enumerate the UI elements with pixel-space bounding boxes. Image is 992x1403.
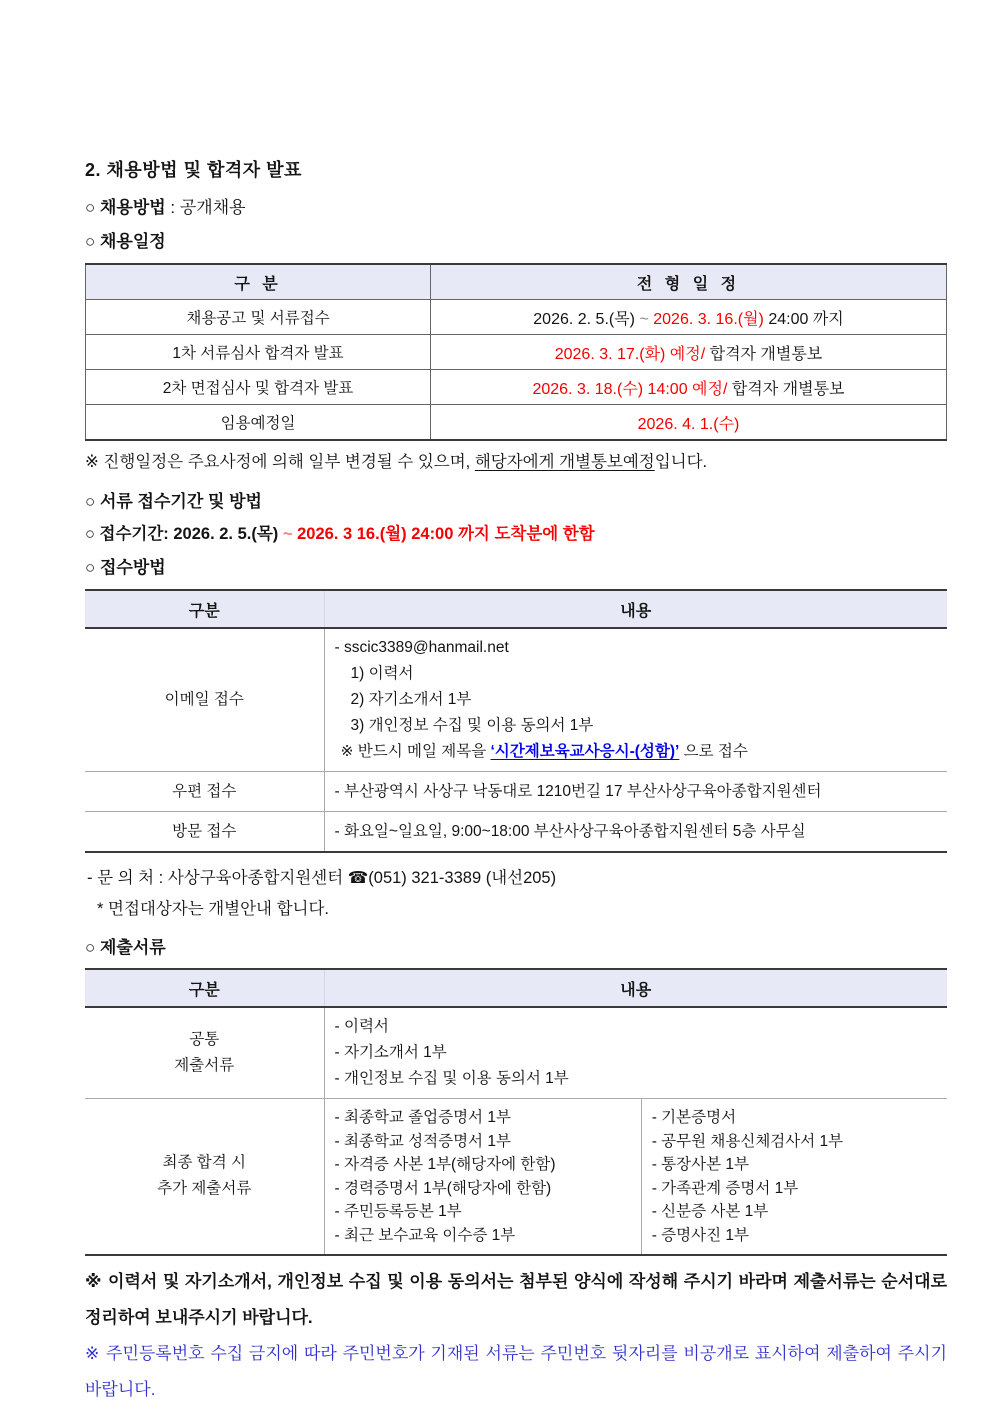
list-item: - 최종학교 성적증명서 1부 bbox=[334, 1132, 511, 1150]
date-text: 합격자 개별통보 bbox=[705, 345, 823, 363]
date-red-text: 2026. 3. 16.(월) bbox=[653, 310, 764, 328]
date-red-text: 2026. 3. 17.(화) 예정/ bbox=[554, 345, 706, 363]
schedule-row4-label: 임용예정일 bbox=[86, 405, 431, 441]
footnote-format: ※ 이력서 및 자기소개서, 개인정보 수집 및 이용 동의서는 첨부된 양식에 작성해 주시기 바라며 제출서류는 순서대로 정리하여 보내주시기 바랍니다. bbox=[85, 1272, 947, 1327]
list-item: - 자격증 사본 1부(해당자에 한함) bbox=[334, 1156, 556, 1173]
receipt-col-gubun: 구분 bbox=[85, 590, 324, 628]
schedule-row3-label: 2차 면접심사 및 합격자 발표 bbox=[86, 370, 431, 405]
list-item: - 이력서 bbox=[334, 1018, 389, 1035]
mail-subject-highlight: ‘시간제보육교사응시-(성함)’ bbox=[490, 743, 680, 760]
recruit-method-label: ○ 채용방법 bbox=[85, 198, 166, 217]
footnote-privacy: ※ 주민등록번호 수집 금지에 따라 주민번호가 기재된 서류는 주민번호 뒷자리를 비공개로 표시하여 제출하여 주시기 바랍니다. bbox=[85, 1344, 947, 1399]
schedule-row4-value bbox=[431, 405, 947, 441]
schedule-header-row bbox=[86, 264, 947, 300]
list-item: - 통장사본 1부 bbox=[651, 1156, 749, 1173]
documents-col-gubun: 구분 bbox=[85, 969, 324, 1007]
note-text: 으로 접수 bbox=[679, 743, 748, 760]
date-red-text: 2026. 3. 18.(수) 14:00 예정/ bbox=[532, 380, 728, 398]
table-row bbox=[85, 772, 947, 812]
final-docs-label bbox=[85, 1098, 324, 1255]
receipt-col-content: 내용 bbox=[324, 590, 947, 628]
common-docs-label-line2: 제출서류 bbox=[174, 1056, 235, 1074]
schedule-col-gubun: 구 분 bbox=[86, 264, 431, 300]
period-red-text: 2026. 3 16.(월) 24:00 까지 도착분에 한함 bbox=[297, 525, 595, 543]
tilde-text: ~ bbox=[639, 310, 654, 328]
table-row bbox=[85, 628, 947, 772]
common-docs-content bbox=[324, 1007, 947, 1098]
receipt-method-heading: ○ 접수방법 bbox=[85, 558, 166, 577]
receipt-header-row bbox=[85, 590, 947, 628]
receipt-heading: ○ 서류 접수기간 및 방법 bbox=[85, 492, 262, 511]
table-row bbox=[86, 335, 947, 370]
documents-table bbox=[85, 968, 947, 1256]
schedule-change-note bbox=[85, 450, 947, 474]
table-row bbox=[86, 405, 947, 441]
period-black-text: ○ 접수기간: 2026. 2. 5.(목) bbox=[85, 525, 283, 543]
list-item: - 주민등록등본 1부 bbox=[334, 1203, 462, 1220]
note-text: 입니다. bbox=[654, 453, 708, 471]
email-doc-1: 1) 이력서 bbox=[350, 665, 414, 682]
receipt-method-table bbox=[85, 589, 947, 853]
list-item: - 공무원 채용신체검사서 1부 bbox=[651, 1132, 844, 1150]
table-row bbox=[85, 1098, 947, 1255]
table-row bbox=[86, 370, 947, 405]
schedule-row2-value bbox=[431, 335, 947, 370]
table-row bbox=[85, 1007, 947, 1098]
post-receipt-label: 우편 접수 bbox=[85, 772, 324, 812]
table-row bbox=[85, 812, 947, 853]
schedule-heading: ○ 채용일정 bbox=[85, 232, 166, 251]
list-item: - 개인정보 수집 및 이용 동의서 1부 bbox=[334, 1070, 569, 1087]
schedule-row1-label: 채용공고 및 서류접수 bbox=[86, 300, 431, 335]
final-docs-label-line1: 최종 합격 시 bbox=[162, 1154, 246, 1172]
note-underlined-text: 해당자에게 개별통보예정 bbox=[474, 453, 655, 471]
recruit-method-value: : 공개채용 bbox=[165, 198, 246, 217]
tilde-text: ~ bbox=[282, 525, 298, 543]
date-red-text: 2026. 4. 1.(수) bbox=[637, 415, 740, 433]
list-item: - 최종학교 졸업증명서 1부 bbox=[334, 1109, 511, 1126]
post-receipt-content: - 부산광역시 사상구 낙동대로 1210번길 17 부산사상구육아종합지원센터 bbox=[324, 772, 947, 812]
final-docs-left-list bbox=[325, 1099, 641, 1254]
schedule-row2-label: 1차 서류심사 합격자 발표 bbox=[86, 335, 431, 370]
note-text: ※ 진행일정은 주요사정에 의해 일부 변경될 수 있으며, bbox=[85, 453, 475, 471]
email-doc-2: 2) 자기소개서 1부 bbox=[350, 691, 472, 708]
list-item: - 경력증명서 1부(해당자에 한함) bbox=[334, 1179, 552, 1197]
table-row bbox=[86, 300, 947, 335]
schedule-table bbox=[85, 263, 947, 441]
final-docs-content bbox=[325, 1098, 948, 1254]
list-item: - 가족관계 증명서 1부 bbox=[651, 1179, 799, 1197]
list-item: - 증명사진 1부 bbox=[651, 1226, 749, 1244]
contact-line: - 문 의 처 : 사상구육아종합지원센터 ☎(051) 321-3389 (내선205) bbox=[87, 869, 557, 887]
note-text: ※ 반드시 메일 제목을 bbox=[340, 743, 491, 760]
schedule-col-jeonhyeong: 전 형 일 정 bbox=[431, 264, 947, 300]
date-text: 합격자 개별통보 bbox=[727, 380, 845, 398]
common-docs-label-line1: 공통 bbox=[189, 1030, 220, 1048]
email-address: - sscic3389@hanmail.net bbox=[334, 639, 509, 656]
receipt-period-line bbox=[85, 522, 947, 547]
email-subject-note bbox=[335, 739, 938, 765]
documents-heading: ○ 제출서류 bbox=[85, 938, 166, 957]
final-docs-label-line2: 추가 제출서류 bbox=[157, 1180, 252, 1198]
documents-col-content: 내용 bbox=[324, 969, 947, 1007]
final-docs-right-list bbox=[641, 1099, 947, 1254]
list-item: - 자기소개서 1부 bbox=[334, 1044, 447, 1061]
interview-note-line: * 면접대상자는 개별안내 합니다. bbox=[97, 900, 329, 918]
documents-header-row bbox=[85, 969, 947, 1007]
schedule-row3-value bbox=[431, 370, 947, 405]
date-text: 2026. 2. 5.(목) bbox=[533, 310, 640, 328]
schedule-row1-value bbox=[431, 300, 947, 335]
recruit-method-line bbox=[85, 195, 947, 220]
date-text: 24:00 까지 bbox=[763, 310, 844, 328]
visit-receipt-content: - 화요일~일요일, 9:00~18:00 부산사상구육아종합지원센터 5층 사무실 bbox=[324, 812, 947, 853]
common-docs-label bbox=[85, 1007, 324, 1098]
email-doc-3: 3) 개인정보 수집 및 이용 동의서 1부 bbox=[350, 717, 594, 734]
list-item: - 최근 보수교육 이수증 1부 bbox=[334, 1226, 516, 1244]
email-receipt-content bbox=[324, 628, 947, 772]
list-item: - 신분증 사본 1부 bbox=[651, 1203, 769, 1220]
email-receipt-label: 이메일 접수 bbox=[85, 628, 324, 772]
section-title: 2. 채용방법 및 합격자 발표 bbox=[85, 160, 302, 180]
visit-receipt-label: 방문 접수 bbox=[85, 812, 324, 853]
document-content bbox=[85, 156, 947, 1403]
list-item: - 기본증명서 bbox=[651, 1109, 737, 1126]
